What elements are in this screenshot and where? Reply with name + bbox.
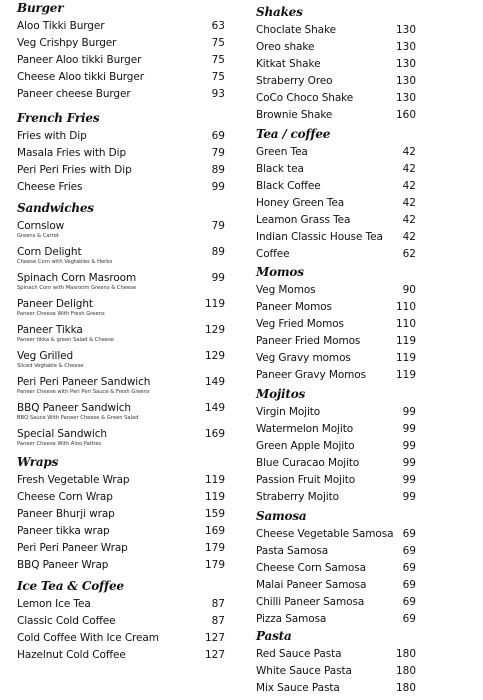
menu-section-sandwiches xyxy=(17,200,225,453)
menu-item-price: 42 xyxy=(402,214,416,226)
menu-item-name: Veg Grilled xyxy=(17,350,74,362)
menu-item-price: 69 xyxy=(211,130,225,142)
menu-item-name: Peri Peri Paneer Sandwich xyxy=(17,376,151,388)
menu-item-list xyxy=(256,145,416,264)
menu-item xyxy=(17,19,225,36)
menu-item-name: Cheese Fries xyxy=(17,181,83,193)
menu-item-name: Fresh Vegetable Wrap xyxy=(17,474,130,486)
menu-item-description: Cheese Corn with Vegtables & Herbs xyxy=(17,259,113,265)
menu-item-name: White Sauce Pasta xyxy=(256,665,352,677)
menu-item-list xyxy=(17,129,225,197)
menu-item-price: 149 xyxy=(204,376,225,388)
menu-item-price: 69 xyxy=(402,528,416,540)
menu-item-name: Malai Paneer Samosa xyxy=(256,579,367,591)
menu-item xyxy=(256,544,416,561)
menu-item-list xyxy=(17,19,225,104)
menu-item xyxy=(17,614,225,631)
menu-item-price: 130 xyxy=(395,24,416,36)
menu-item-price: 130 xyxy=(395,75,416,87)
menu-item-name: Paneer Delight xyxy=(17,298,93,310)
menu-item-price: 75 xyxy=(211,71,225,83)
menu-item xyxy=(256,561,416,578)
menu-item xyxy=(17,53,225,70)
menu-item-name: Paneer cheese Burger xyxy=(17,88,131,100)
menu-section-mojitos xyxy=(256,386,416,507)
menu-item xyxy=(256,664,416,681)
menu-item-price: 62 xyxy=(402,248,416,260)
menu-item xyxy=(256,108,416,125)
menu-item-name: Corn Delight xyxy=(17,246,82,258)
menu-item xyxy=(17,146,225,163)
menu-item-price: 75 xyxy=(211,54,225,66)
menu-item xyxy=(256,439,416,456)
menu-item-price: 89 xyxy=(211,246,225,258)
menu-item xyxy=(17,648,225,665)
menu-item xyxy=(17,70,225,87)
menu-item-name: Cold Coffee With Ice Cream xyxy=(17,632,159,644)
menu-item-name: Watermelon Mojito xyxy=(256,423,354,435)
menu-item-description: BBQ Sauce With Paneer Cheese & Green Salad xyxy=(17,415,139,421)
menu-item xyxy=(256,681,416,698)
menu-item xyxy=(17,597,225,614)
menu-item xyxy=(256,647,416,664)
menu-item-name: Paneer Gravy Momos xyxy=(256,369,366,381)
menu-section-shakes xyxy=(256,4,416,125)
menu-item-price: 93 xyxy=(211,88,225,100)
menu-section-wraps xyxy=(17,454,225,575)
menu-section-samosa xyxy=(256,508,416,629)
menu-item-price: 169 xyxy=(204,428,225,440)
section-heading: Wraps xyxy=(17,455,59,469)
menu-item xyxy=(17,375,225,401)
menu-item-price: 90 xyxy=(402,284,416,296)
menu-item-name: Spinach Corn Masroom xyxy=(17,272,137,284)
menu-item xyxy=(256,74,416,91)
section-heading: French Fries xyxy=(17,111,100,125)
menu-item xyxy=(17,87,225,104)
menu-item xyxy=(17,473,225,490)
menu-item-name: Cheese Corn Wrap xyxy=(17,491,113,503)
menu-item-price: 129 xyxy=(204,324,225,336)
menu-item-name: Red Sauce Pasta xyxy=(256,648,342,660)
menu-item-price: 130 xyxy=(395,58,416,70)
menu-item-name: Pizza Samosa xyxy=(256,613,327,625)
menu-item xyxy=(256,405,416,422)
menu-item-name: Blue Curacao Mojito xyxy=(256,457,360,469)
menu-item-price: 119 xyxy=(395,335,416,347)
menu-item-name: Passion Fruit Mojito xyxy=(256,474,356,486)
menu-item-name: Hazelnut Cold Coffee xyxy=(17,649,126,661)
menu-item-name: Green Tea xyxy=(256,146,308,158)
menu-item-name: Aloo Tikki Burger xyxy=(17,20,105,32)
menu-item-list xyxy=(256,405,416,507)
menu-item-name: Coffee xyxy=(256,248,290,260)
menu-item-price: 69 xyxy=(402,596,416,608)
menu-item xyxy=(17,219,225,245)
menu-item xyxy=(17,558,225,575)
menu-item xyxy=(17,180,225,197)
menu-item-name: Paneer Momos xyxy=(256,301,332,313)
menu-item-price: 129 xyxy=(204,350,225,362)
menu-item-price: 180 xyxy=(395,665,416,677)
menu-item-description: Paneer Cheese With Fresh Greens xyxy=(17,311,105,317)
menu-item-price: 119 xyxy=(395,369,416,381)
menu-section-pasta xyxy=(256,628,416,698)
menu-item xyxy=(256,527,416,544)
menu-item-name: Cornslow xyxy=(17,220,65,232)
menu-item-name: Choclate Shake xyxy=(256,24,336,36)
menu-item-name: Leamon Grass Tea xyxy=(256,214,351,226)
menu-item xyxy=(256,162,416,179)
menu-item-price: 75 xyxy=(211,37,225,49)
menu-item-price: 99 xyxy=(402,406,416,418)
menu-item-price: 119 xyxy=(204,491,225,503)
menu-item-name: Paneer Aloo tikki Burger xyxy=(17,54,142,66)
menu-item-name: Cheese Corn Samosa xyxy=(256,562,366,574)
menu-item xyxy=(17,524,225,541)
menu-item-name: Peri Peri Fries with Dip xyxy=(17,164,132,176)
menu-item-price: 110 xyxy=(395,301,416,313)
menu-item-name: Veg Fried Momos xyxy=(256,318,344,330)
menu-item-price: 180 xyxy=(395,682,416,694)
menu-item-price: 169 xyxy=(204,525,225,537)
menu-item xyxy=(17,541,225,558)
menu-item xyxy=(17,36,225,53)
menu-item xyxy=(17,631,225,648)
menu-item xyxy=(256,179,416,196)
menu-item-list xyxy=(256,527,416,629)
menu-item xyxy=(256,213,416,230)
menu-item-name: CoCo Choco Shake xyxy=(256,92,354,104)
menu-item-name: Pasta Samosa xyxy=(256,545,329,557)
menu-item-name: Straberry Mojito xyxy=(256,491,339,503)
menu-item-name: Paneer Tikka xyxy=(17,324,83,336)
menu-item-price: 179 xyxy=(204,559,225,571)
menu-item-name: Paneer Bhurji wrap xyxy=(17,508,115,520)
menu-item-description: Paneer Cheese With Aloo Patties xyxy=(17,441,102,447)
menu-item-price: 87 xyxy=(211,615,225,627)
menu-item-name: Cheese Aloo tikki Burger xyxy=(17,71,144,83)
menu-item-price: 119 xyxy=(204,298,225,310)
menu-item-name: Lemon Ice Tea xyxy=(17,598,91,610)
menu-item-name: Black Coffee xyxy=(256,180,321,192)
menu-item-price: 99 xyxy=(402,423,416,435)
menu-section-momos xyxy=(256,264,416,385)
menu-item-price: 149 xyxy=(204,402,225,414)
menu-item xyxy=(17,507,225,524)
menu-item-name: Peri Peri Paneer Wrap xyxy=(17,542,128,554)
menu-item-price: 79 xyxy=(211,220,225,232)
menu-section-burger xyxy=(17,0,225,104)
menu-item-price: 110 xyxy=(395,318,416,330)
menu-item xyxy=(17,349,225,375)
section-heading: Momos xyxy=(256,265,304,279)
menu-item-name: Chilli Paneer Samosa xyxy=(256,596,365,608)
menu-item xyxy=(256,57,416,74)
menu-item-price: 130 xyxy=(395,41,416,53)
section-heading: Sandwiches xyxy=(17,201,94,215)
menu-item-list xyxy=(17,597,225,665)
section-heading: Pasta xyxy=(256,629,292,643)
menu-item xyxy=(17,401,225,427)
menu-item-name: Veg Gravy momos xyxy=(256,352,351,364)
menu-item xyxy=(256,422,416,439)
menu-item xyxy=(256,283,416,300)
menu-item-price: 42 xyxy=(402,163,416,175)
menu-item-price: 119 xyxy=(395,352,416,364)
menu-item-name: Virgin Mojito xyxy=(256,406,321,418)
menu-item-name: Black tea xyxy=(256,163,304,175)
menu-item-name: Classic Cold Coffee xyxy=(17,615,116,627)
menu-item xyxy=(17,163,225,180)
menu-item xyxy=(17,271,225,297)
menu-item-name: Oreo shake xyxy=(256,41,315,53)
menu-item xyxy=(17,245,225,271)
menu-item-price: 89 xyxy=(211,164,225,176)
menu-item-price: 99 xyxy=(402,457,416,469)
menu-item xyxy=(256,351,416,368)
menu-item-name: Kitkat Shake xyxy=(256,58,321,70)
menu-item xyxy=(17,490,225,507)
menu-item xyxy=(17,427,225,453)
menu-item xyxy=(256,196,416,213)
section-heading: Samosa xyxy=(256,509,307,523)
menu-item-price: 69 xyxy=(402,613,416,625)
menu-item-name: Straberry Oreo xyxy=(256,75,333,87)
menu-item-name: Veg Momos xyxy=(256,284,316,296)
menu-item-description: Greens & Carrot xyxy=(17,233,59,239)
menu-item-name: Brownie Shake xyxy=(256,109,333,121)
menu-item-name: Green Apple Mojito xyxy=(256,440,355,452)
menu-item-list xyxy=(256,283,416,385)
menu-item-name: BBQ Paneer Wrap xyxy=(17,559,109,571)
menu-item-price: 130 xyxy=(395,92,416,104)
menu-item-price: 79 xyxy=(211,147,225,159)
menu-item-price: 99 xyxy=(402,474,416,486)
menu-item-price: 99 xyxy=(211,272,225,284)
menu-item xyxy=(17,323,225,349)
menu-item-name: Honey Green Tea xyxy=(256,197,345,209)
menu-item-price: 87 xyxy=(211,598,225,610)
menu-item xyxy=(256,317,416,334)
menu-item-name: Mix Sauce Pasta xyxy=(256,682,340,694)
menu-item xyxy=(256,612,416,629)
menu-section-french-fries xyxy=(17,110,225,197)
menu-item-price: 42 xyxy=(402,180,416,192)
menu-item xyxy=(256,456,416,473)
menu-item-name: Masala Fries with Dip xyxy=(17,147,127,159)
menu-item-name: BBQ Paneer Sandwich xyxy=(17,402,131,414)
menu-item-price: 42 xyxy=(402,231,416,243)
menu-item-price: 179 xyxy=(204,542,225,554)
menu-item xyxy=(256,595,416,612)
menu-item-name: Special Sandwich xyxy=(17,428,107,440)
menu-item-list xyxy=(17,219,225,453)
menu-item-price: 69 xyxy=(402,579,416,591)
menu-item-list xyxy=(256,23,416,125)
menu-item-price: 99 xyxy=(402,491,416,503)
section-heading: Ice Tea & Coffee xyxy=(17,579,124,593)
menu-item-name: Indian Classic House Tea xyxy=(256,231,383,243)
menu-item-name: Fries with Dip xyxy=(17,130,87,142)
menu-item-description: Sliced Vegtable & Cheese xyxy=(17,363,84,369)
menu-item-list xyxy=(256,647,416,698)
menu-item xyxy=(256,300,416,317)
menu-item xyxy=(17,129,225,146)
menu-item-description: Spinach Corn with Masroom Greens & Cheese xyxy=(17,285,137,291)
section-heading: Tea / coffee xyxy=(256,127,331,141)
section-heading: Mojitos xyxy=(256,387,306,401)
menu-item-price: 69 xyxy=(402,545,416,557)
menu-item-price: 159 xyxy=(204,508,225,520)
menu-item-name: Paneer Fried Momos xyxy=(256,335,361,347)
section-heading: Burger xyxy=(17,1,64,15)
menu-item-price: 99 xyxy=(402,440,416,452)
menu-item xyxy=(256,334,416,351)
menu-item-description: Paneer tikka & green Salad & Cheese xyxy=(17,337,114,343)
section-heading: Shakes xyxy=(256,5,303,19)
menu-item-price: 127 xyxy=(204,632,225,644)
menu-item xyxy=(256,40,416,57)
menu-item-price: 160 xyxy=(395,109,416,121)
menu-item-price: 127 xyxy=(204,649,225,661)
menu-item xyxy=(256,91,416,108)
menu-item xyxy=(256,145,416,162)
menu-item xyxy=(256,247,416,264)
menu-item-price: 99 xyxy=(211,181,225,193)
menu-section-ice-tea-coffee xyxy=(17,578,225,665)
menu-item xyxy=(17,297,225,323)
menu-item-price: 42 xyxy=(402,146,416,158)
menu-item-price: 63 xyxy=(211,20,225,32)
menu-item-price: 119 xyxy=(204,474,225,486)
menu-item xyxy=(256,473,416,490)
menu-item xyxy=(256,230,416,247)
menu-item-price: 180 xyxy=(395,648,416,660)
menu-section-tea-coffee xyxy=(256,126,416,264)
menu-item-description: Paneer Cheese with Peri Peri Sauce & Fresh Greens xyxy=(17,389,150,395)
menu-item-list xyxy=(17,473,225,575)
menu-item-price: 42 xyxy=(402,197,416,209)
menu-item xyxy=(256,578,416,595)
menu-item-name: Cheese Vegetable Samosa xyxy=(256,528,394,540)
menu-item-price: 69 xyxy=(402,562,416,574)
menu-item-name: Veg Crishpy Burger xyxy=(17,37,117,49)
menu-item xyxy=(256,490,416,507)
menu-item xyxy=(256,23,416,40)
menu-item-name: Paneer tikka wrap xyxy=(17,525,110,537)
menu-item xyxy=(256,368,416,385)
